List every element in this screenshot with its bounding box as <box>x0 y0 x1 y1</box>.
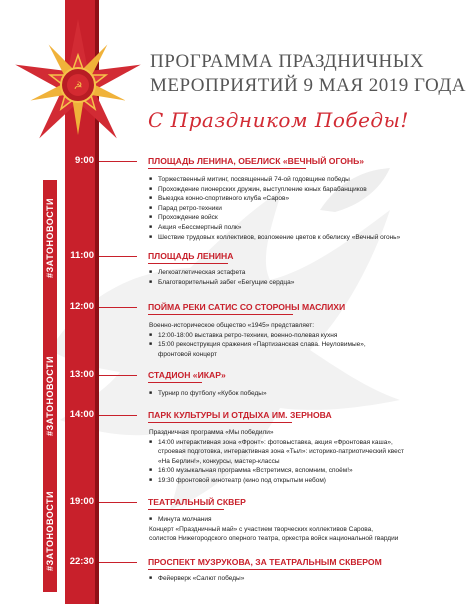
event-place: ПРОСПЕКТ МУЗРУКОВА, ЗА ТЕАТРАЛЬНЫМ СКВЕРОМ <box>148 557 382 567</box>
event-place: ПЛОЩАДЬ ЛЕНИНА, ОБЕЛИСК «ВЕЧНЫЙ ОГОНЬ» <box>148 156 365 166</box>
order-star-emblem <box>8 15 148 155</box>
list-item: ■ 15:00 реконструкция сражения «Партизанская слава. Неуловимые», <box>149 341 366 349</box>
list-item: ■ Турнир по футболу «Кубок победы» <box>149 390 267 397</box>
timeline-connector <box>99 415 137 416</box>
list-item: Праздничная программа «Мы победили» <box>149 429 274 436</box>
event-items <box>149 268 411 287</box>
event-time: 22:30 <box>69 556 94 567</box>
event-time: 12:00 <box>69 301 94 312</box>
event-items <box>149 574 411 584</box>
heading-underline <box>148 509 224 510</box>
list-item: «На Берлин!», конкурсы, мастер-классы <box>158 457 280 465</box>
heading-underline <box>148 422 292 423</box>
timeline-connector <box>99 161 137 162</box>
list-item: ■ Парад ретро-техники <box>149 204 222 212</box>
event-items <box>149 321 411 359</box>
event-place: СТАДИОН «ИКАР» <box>148 370 226 380</box>
list-item: ■ Легкоатлетическая эстафета <box>149 269 246 276</box>
list-item: ■ Торжественный митинг, посвященный 74-ой годовщине победы <box>149 176 350 183</box>
event-time: 13:00 <box>69 369 94 380</box>
event-time: 14:00 <box>69 409 94 420</box>
heading-underline <box>148 263 228 264</box>
heading-underline <box>148 314 293 315</box>
list-item: ■ 12:00-18:00 выставка ретро-техники, военно-полевая кухня <box>149 331 338 339</box>
list-item: Военно-историческое общество «1945» представляет: <box>149 322 315 329</box>
event-items <box>149 428 411 486</box>
list-item: ■ 16:00 музыкальная программа «Встретимся, вспомним, споём!» <box>149 467 353 475</box>
event-place: ПАРК КУЛЬТУРЫ И ОТДЫХА ИМ. ЗЕРНОВА <box>148 410 332 420</box>
title-line-2: МЕРОПРИЯТИЙ 9 МАЯ 2019 ГОДА <box>150 75 466 96</box>
heading-underline <box>148 168 306 169</box>
list-item: ■ Шествие трудовых коллективов, возложение цветов к обелиску «Вечный огонь» <box>149 233 401 241</box>
event-time: 9:00 <box>74 155 94 166</box>
timeline-connector <box>99 256 137 257</box>
heading-underline <box>148 382 202 383</box>
timeline-connector <box>99 562 137 563</box>
event-time: 19:00 <box>69 496 94 507</box>
event-place: ПЛОЩАДЬ ЛЕНИНА <box>148 251 234 261</box>
program-title <box>150 50 466 98</box>
list-item: ■ Прохождение войск <box>149 214 218 222</box>
event-items <box>149 389 411 399</box>
event-place: ПОЙМА РЕКИ САТИС СО СТОРОНЫ МАСЛИХИ <box>148 302 346 312</box>
list-item: ■ Фейерверк «Салют победы» <box>149 575 245 582</box>
timeline-connector <box>99 375 137 376</box>
list-item: ■ 19:30 фронтовой кинотеатр (кино под открытым небом) <box>149 476 326 484</box>
hashtag-label: #ЗАТОНОВОСТИ <box>45 491 55 571</box>
list-item: строевая подготовка, интерактивная зона «Тыл»: историко-патриотический квест <box>158 448 404 456</box>
list-item: фронтовой концерт <box>158 350 217 358</box>
list-item: ■ Акция «Бессмертный полк» <box>149 223 242 231</box>
title-line-1: ПРОГРАММА ПРАЗДНИЧНЫХ <box>150 51 425 72</box>
event-time: 11:00 <box>70 250 94 261</box>
list-item: ■ 14:00 интерактивная зона «Фронт»: фотовыставка, акция «Фронтовая каша», <box>149 438 393 446</box>
event-items <box>149 175 411 242</box>
svg-text:☭: ☭ <box>73 81 83 92</box>
list-item: ■ Благотворительный забег «Бегущие сердца» <box>149 278 295 286</box>
list-item: солистов Нижегородского оперного театра, оркестра войск национальной гвардии <box>149 535 399 543</box>
timeline-connector <box>99 502 137 503</box>
greeting-text: С Праздником Победы! <box>148 108 409 132</box>
timeline-connector <box>99 307 137 308</box>
hashtag-label: #ЗАТОНОВОСТИ <box>45 356 55 436</box>
heading-underline <box>148 569 350 570</box>
list-item: ■ Выездка конно-спортивного клуба «Саров» <box>149 195 290 203</box>
list-item: ■ Прохождение пионерских дружин, выступление юных барабанщиков <box>149 185 367 193</box>
list-item: Концерт «Праздничный май» с участием творческих коллективов Сарова, <box>149 525 374 533</box>
event-items <box>149 515 411 544</box>
event-place: ТЕАТРАЛЬНЫЙ СКВЕР <box>148 497 246 507</box>
hashtag-label: #ЗАТОНОВОСТИ <box>45 198 55 278</box>
list-item: ■ Минута молчания <box>149 516 212 523</box>
